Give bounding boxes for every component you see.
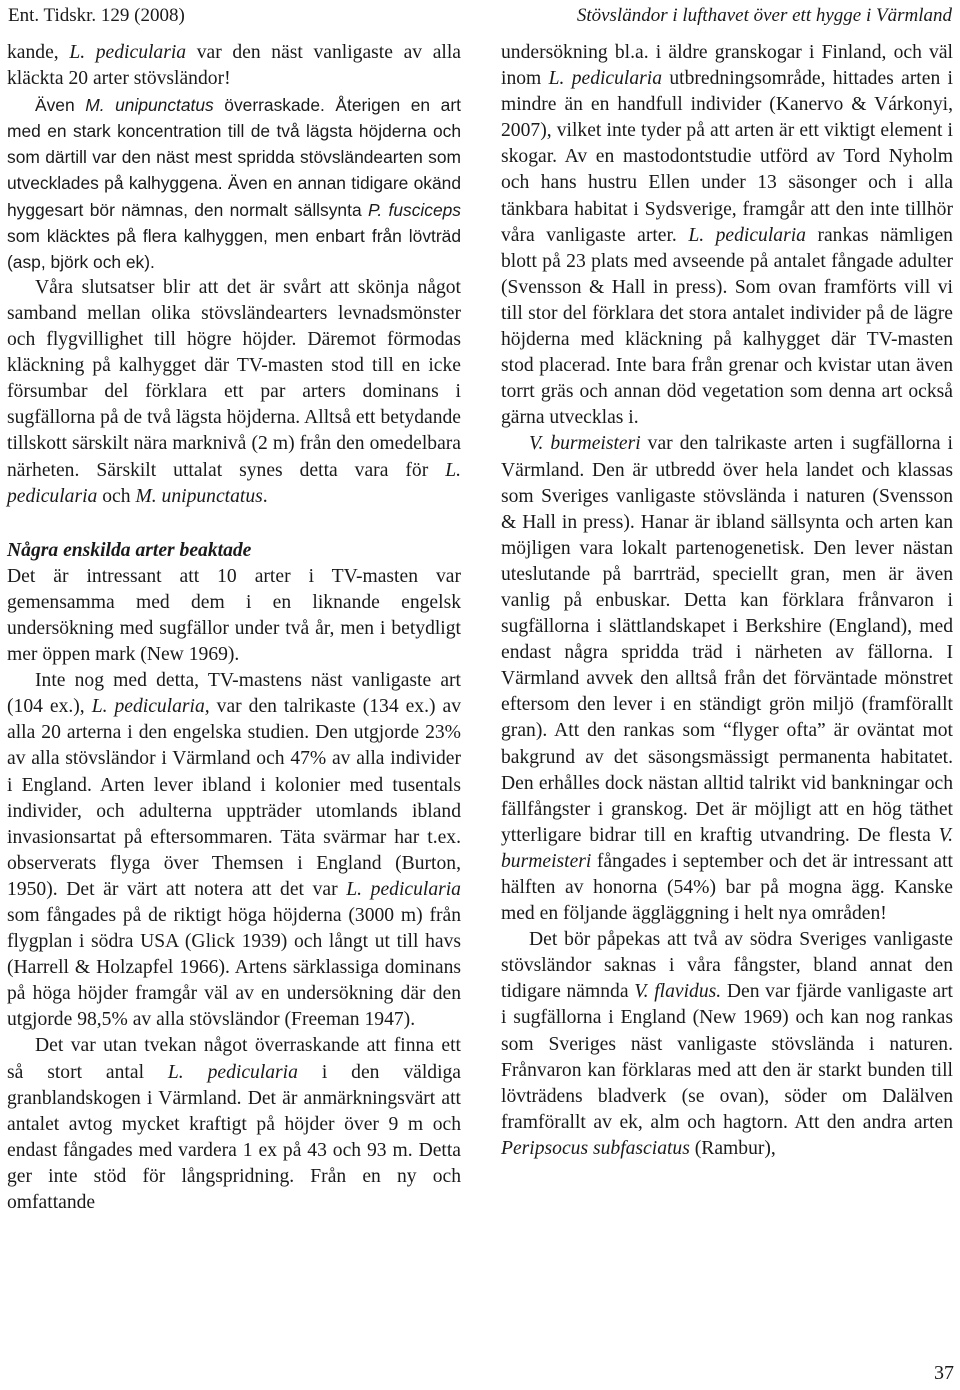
running-head: [8, 3, 952, 29]
section-heading: Några enskilda arter beaktade: [7, 539, 252, 561]
left-column: [7, 40, 461, 1216]
paragraph: Det bör påpekas att två av södra Sveriges vanligaste stövsländor saknas i våra fångster, bland annat den tidigare nämnda V. flavidus. Den var fjärde vanligaste art i sugfällorna i England (New 1969) och kan nog rankas som Sveriges näst vanligaste stövslända i naturen. Frånvaron kan förklaras med att den är starkt bunden till lövträdens bladverk (se ovan), söder om Dalälven framförallt av ek, alm och hagtorn. Att den andra arten Peripsocus subfasciatus (Rambur),: [501, 929, 953, 1159]
right-column: [501, 40, 953, 1162]
paragraph: kande, L. pedicularia var den näst vanligaste av alla kläckta 20 arter stövsländor!: [7, 42, 461, 90]
paragraph: Inte nog med detta, TV-mastens näst vanligaste art (104 ex.), L. pedicularia, var den talrikaste (134 ex.) av alla 20 arterna i den engelska studien. Den utgjorde 23% av alla stövsländor i Värmland och 47% av alla individer i England. Arten lever ibland i kolonier med tusentals individer, och adulterna uppträder utomlands ibland invasionsartat på eftersommaren. Täta svärmar har t.ex. observerats flyga över Themsen i England (Burton, 1950). Det är värt att notera att det var L. pedicularia som fångades på de riktigt höga höjderna (3000 m) från flygplan i södra USA (Glick 1939) och långt ut till havs (Harrell & Holzapfel 1966). Artens särklassiga dominans på höga höjder framgår väl av en undersökning där den utgjorde 98,5% av alla stövsländor (Freeman 1947).: [7, 670, 461, 1031]
page-number: 37: [934, 1362, 954, 1384]
journal-citation: Ent. Tidskr. 129 (2008): [8, 5, 185, 26]
paragraph: V. burmeisteri var den talrikaste arten i sugfällorna i Värmland. Den är utbredd över hela landet och klassas som Sveriges vanligaste stövslända i naturen (Svensson & Hall in press). Hanar är ibland sällsynta och arten kan möjligen vara lokalt partenogenetisk. Den lever nästan uteslutande på barrträd, speciellt gran, men är även vanlig på enbuskar. Detta kan förklara frånvaron i sugfällorna i slättlandskapet i Berkshire (England), med endast några spridda träd i närheten av fällorna. I Värmland avvek den alltså från det förväntade mönstret eftersom den lever i en ständigt grön miljö (framförallt gran). Att den rankas som “flyger ofta” är oväntat mot bakgrund av det säsongsmässigt permanenta habitatet. Den erhålles dock nästan alltid talrikt vid bankningar och fällfångster i granskog. Det är möjligt att en hög täthet ytterligare bidrar till en kraftig utvandring. De flesta V. burmeisteri fångades i september och det är intressant att hälften av honorna (54%) bar på mogna ägg. Kanske med en följande äggläggning i helt nya områden!: [501, 433, 953, 925]
paragraph: Det är intressant att 10 arter i TV-masten var gemensamma med dem i en liknande engelsk undersökning med sugfällor under två år, men i betydligt mer öppen mark (New 1969).: [7, 565, 461, 666]
paragraph: Våra slutsatser blir att det är svårt att skönja något samband mellan olika stövsländearters levnadsmönster och flygvillighet till högre höjder. Däremot förmodas kläckning på kalhygget där TV-masten stod till en icke försumbar del förklara ett par arters dominans i sugfällorna på de två lägsta höjderna. Alltså ett betydande tillskott särskilt nära marknivå (2 m) från den omedelbara närheten. Särskilt uttalat synes detta vara för L. pedicularia och M. unipunctatus.: [7, 276, 461, 507]
paragraph: Det var utan tvekan något överraskande att finna ett så stort antal L. pedicularia i den väldiga granblandskogen i Värmland. Det är anmärkningsvärt att antalet avtog mycket kraftigt på höjder över 9 m och endast fångades med vardera 1 ex på 43 och 93 m. Detta ger inte stöd för långspridning. Från en ny och omfattande: [7, 1035, 462, 1214]
paragraph: Även M. unipunctatus överraskade. Återigen en art med en stark koncentration till de två lägsta höjderna och som därtill var den näst mest spridda stövsländearten som utvecklades på kalhyggena. Även en annan tidigare okänd hyggesart bör nämnas, den normalt sällsynta P. fusciceps som kläcktes på flera kalhyggen, men enbart från lövträd (asp, björk och ek).: [7, 95, 461, 272]
paragraph: undersökning bl.a. i äldre granskogar i Finland, och väl inom L. pedicularia utbredningsområde, hittades arten i mindre än en handfull individer (Kanervo & Várkonyi, 2007), vilket inte tyder på att arten är ett viktigt element i skogar. Av en mastodontstudie utförd av Tord Nyholm och hans hustru Ellen under 13 säsonger och i alla tänkbara habitat i Sydsverige, framgår att den inte tillhör våra vanligaste arter. L. pedicularia rankas nämligen blott på 23 plats med avseende på antalet fångade adulter (Svensson & Hall in press). Som ovan framförts vill vi till stor del förklara det stora antalet individer på de lägre höjderna med kläckning på kalhygget där TV-masten stod placerad. Inte bara från grenar och kvistar utan även torrt gräs och annan död vegetation som denna art också gärna utvecklas i.: [501, 42, 953, 429]
article-running-title: Stövsländor i lufthavet över ett hygge i Värmland: [576, 5, 952, 26]
